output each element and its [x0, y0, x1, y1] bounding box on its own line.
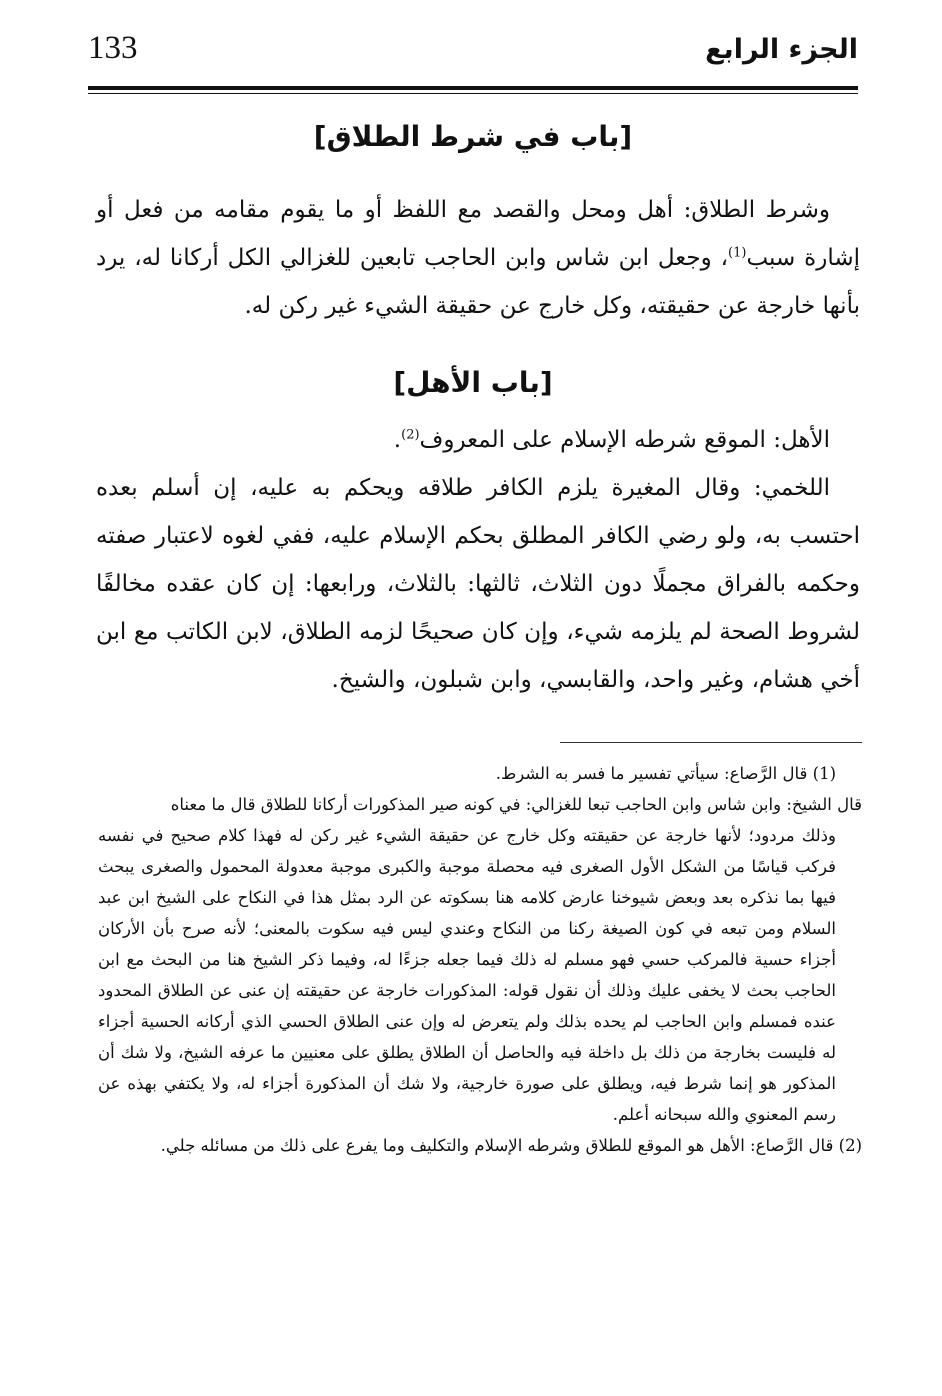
footnote-marker: (2)	[838, 1136, 862, 1155]
running-header	[88, 30, 858, 78]
section-body-capacity	[96, 416, 860, 704]
paragraph-text: وشرط الطلاق: أهل ومحل والقصد مع اللفظ أو ما يقوم مقامه من فعل أو إشارة سبب	[96, 197, 860, 271]
section-body-divorce-condition	[96, 186, 860, 330]
header-rule-thin	[88, 93, 858, 94]
footnote-1-body: وذلك مردود؛ لأنها خارجة عن حقيقته وكل خارج عن حقيقة الشيء غير ركن له فهذا كلام صحيح في نفسه فركب قياسًا من الشكل الأول الصغرى فيه محصلة موجبة والكبرى موجبة معدولة المحمول والصغرى يبحث فيها بما نذكره بعد وبعض شيوخنا عارض كلامه هنا بسكوته عن الرد بمثل هذا في النكاح على الشيخ ابن عبد السلام ومن تبعه في كون الصيغة ركنا من النكاح وعندي ليس فيه سكوت بالمعنى؛ لأنه صرح بأن الأركان أجزاء حسية فالمركب حسي فهو مسلم له ذلك فيما جعله جزءًا له، وفيما ذكر الشيخ هنا من البحث مع ابن الحاجب بحث لا يخفى عليك وذلك أن نقول قوله: المذكورات خارجة عن حقيقته إن عنى عن الطلاق المحدود عنده فمسلم وابن الحاجب لم يحده بذلك ولم يتعرض له وإن عنى الطلاق الحسي الذي أركانه الحسية أجزاء له فليست بخارجة من ذلك بل داخلة فيه والحاصل أن الطلاق يطلق على معنيين ما عرفه الشيخ، ولا شك أن المذكور هو إنما شرط فيه، ويطلق على صورة خارجية، ولا شك أن المذكورة أجزاء له، ولا يكتفي بهذه عن رسم المعنوي والله سبحانه أعلم.	[98, 826, 836, 1124]
footnote-ref[interactable]: (1)	[728, 245, 747, 261]
header-rule	[88, 86, 858, 90]
paragraph	[96, 186, 860, 330]
footnote-2	[98, 1130, 862, 1161]
page-number: 133	[88, 30, 138, 66]
paragraph-text: .	[393, 427, 402, 453]
paragraph-text: ، وجعل ابن شاس وابن الحاجب تابعين للغزالي الكل أركانا له، يرد بأنها خارجة عن حقيقته، وكل خارج عن حقيقة الشيء غير ركن له.	[96, 245, 860, 319]
footnote-1-continuation: قال الشيخ: وابن شاس وابن الحاجب تبعا للغزالي: في كونه صير المذكورات أركانا للطلاق قال ما معناه	[170, 795, 862, 814]
footnote-ref[interactable]: (2)	[401, 427, 420, 443]
paragraph-text: الأهل: الموقع شرطه الإسلام على المعروف	[419, 427, 830, 453]
footnotes	[98, 758, 862, 1161]
paragraph: اللخمي: وقال المغيرة يلزم الكافر طلاقه ويحكم به عليه، إن أسلم بعده احتسب به، ولو رضي الكافر المطلق بحكم الإسلام عليه، ففي لغوه لاعتبار صفته وحكمه بالفراق مجملًا دون الثلاث، ثالثها: بالثلاث، ورابعها: إن كان عقده مخالفًا لشروط الصحة لم يلزمه شيء، وإن كان صحيحًا لزمه الطلاق، لابن الكاتب مع ابن أخي هشام، وغير واحد، والقابسي، وابن شبلون، والشيخ.	[96, 475, 860, 693]
footnote-1	[98, 758, 862, 789]
paragraph	[96, 416, 860, 464]
volume-title: الجزء الرابع	[705, 34, 858, 65]
footnote-text: قال الرَّصاع: سيأتي تفسير ما فسر به الشرط.	[495, 764, 808, 783]
footnote-text: قال الرَّصاع: الأهل هو الموقع للطلاق وشرطه الإسلام والتكليف وما يفرع على ذلك من مسائله جلي.	[160, 1136, 834, 1155]
section-title-divorce-condition: [باب في شرط الطلاق]	[313, 120, 633, 153]
footnote-separator	[560, 742, 862, 743]
footnote-marker: (1)	[812, 764, 836, 783]
section-title-capacity: [باب الأهل]	[393, 366, 553, 399]
